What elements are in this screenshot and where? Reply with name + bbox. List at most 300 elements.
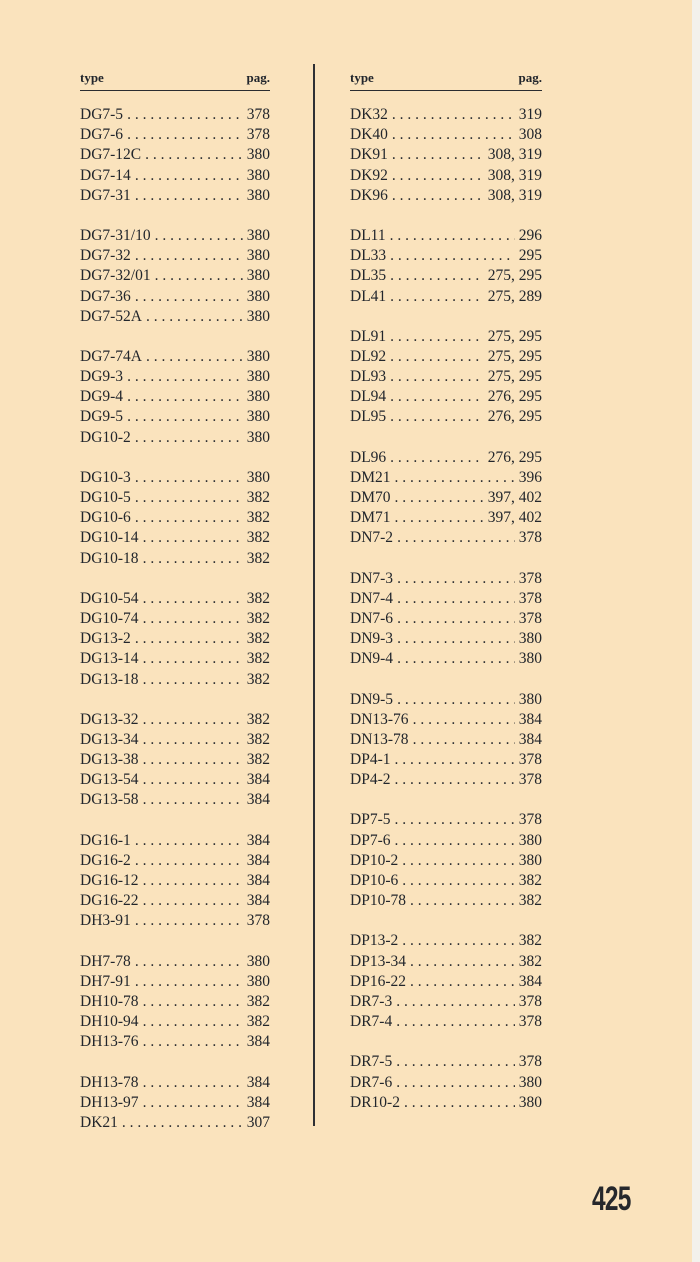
entry-type: DG10-5 [80,489,131,506]
entry-type: DG10-74 [80,609,139,627]
leader-dots [390,407,484,427]
entry-page: 378 [246,912,270,930]
entry-type: DL94 [350,388,387,406]
leader-dots [390,448,484,468]
index-entry [350,448,542,468]
entry-page: 296 [518,226,542,244]
entry-page: 380 [246,347,270,365]
entry-type: DP4-2 [350,771,391,789]
index-entry [80,528,270,548]
entry-page: 308 [518,126,542,144]
leader-dots [397,609,515,629]
leader-dots [394,810,514,830]
index-group [80,710,270,811]
leader-dots [390,266,484,286]
left-index-rows [80,105,270,1133]
entry-type: DN13-78 [350,730,409,748]
leader-dots [402,931,515,951]
index-entry [80,287,270,307]
index-entry [350,569,542,589]
entry-type: DG7-14 [80,166,131,184]
entry-type: DL91 [350,327,387,345]
entry-page: 380 [246,307,270,325]
index-entry [80,186,270,206]
leader-dots [127,125,243,145]
index-entry [80,851,270,871]
index-entry [350,589,542,609]
index-entry [80,508,270,528]
entry-type: DM71 [350,509,391,527]
leader-dots [394,750,514,770]
entry-page: 384 [518,730,542,748]
index-entry [80,488,270,508]
entry-type: DG7-32/01 [80,267,151,285]
leader-dots [122,1113,243,1133]
entry-type: DP7-5 [350,811,391,829]
entry-page: 382 [246,589,270,607]
entry-type: DH13-78 [80,1073,139,1091]
index-group [350,1052,542,1113]
entry-type: DL96 [350,448,387,466]
index-entry [350,831,542,851]
index-entry [80,105,270,125]
entry-page: 378 [246,126,270,144]
leader-dots [392,186,484,206]
entry-page: 384 [246,1093,270,1111]
entry-page: 380 [246,368,270,386]
leader-dots [397,629,515,649]
entry-type: DG10-3 [80,468,131,486]
right-index-column [350,62,542,1133]
index-entry [350,508,542,528]
entry-page: 382 [246,609,270,627]
entry-page: 380 [518,650,542,668]
entry-page: 378 [518,992,542,1010]
index-entry [350,750,542,770]
entry-page: 384 [518,710,542,728]
index-entry [80,145,270,165]
index-entry [350,871,542,891]
index-entry [350,407,542,427]
entry-page: 378 [518,771,542,789]
leader-dots [143,589,243,609]
leader-dots [396,1073,515,1093]
entry-page: 378 [518,811,542,829]
entry-page: 275, 295 [487,267,542,285]
entry-type: DG13-14 [80,650,139,668]
entry-type: DK91 [350,146,388,164]
entry-page: 382 [246,670,270,688]
entry-type: DP16-22 [350,972,406,990]
entry-type: DL35 [350,267,387,285]
entry-page: 382 [518,872,542,889]
index-entry [80,246,270,266]
entry-type: DG13-2 [80,630,131,648]
entry-type: DG13-32 [80,710,139,728]
entry-type: DK21 [80,1113,118,1131]
entry-page: 382 [246,1013,270,1031]
leader-dots [135,851,243,871]
entry-page: 384 [246,791,270,809]
entry-type: DH13-97 [80,1093,139,1111]
entry-page: 380 [246,408,270,426]
index-entry [80,629,270,649]
entry-page: 382 [246,509,270,527]
entry-page: 384 [246,892,270,910]
entry-type: DG7-5 [80,106,124,123]
right-page-heading: pag. [518,70,542,85]
leader-dots [146,347,243,367]
index-entry [80,549,270,569]
left-index-column [80,62,270,1153]
index-entry [80,609,270,629]
entry-page: 308, 319 [487,146,542,164]
entry-type: DR7-5 [350,1053,393,1071]
entry-page: 382 [246,549,270,567]
entry-page: 275, 295 [487,347,542,365]
index-group [80,226,270,327]
index-entry [80,871,270,891]
index-entry [350,730,542,750]
leader-dots [155,226,243,246]
entry-page: 378 [518,529,542,547]
entry-type: DG9-4 [80,388,124,406]
entry-page: 380 [246,388,270,406]
entry-type: DL92 [350,347,387,365]
leader-dots [135,166,243,186]
leader-dots [135,508,243,528]
leader-dots [135,287,243,307]
index-entry [350,1012,542,1032]
entry-page: 382 [518,892,542,910]
entry-type: DG9-3 [80,368,124,386]
leader-dots [145,145,243,165]
leader-dots [392,166,484,186]
index-entry [80,347,270,367]
entry-type: DP10-78 [350,892,406,910]
entry-type: DP13-34 [350,952,406,970]
leader-dots [143,1073,243,1093]
index-entry [80,589,270,609]
leader-dots [402,851,515,871]
index-entry [350,246,542,266]
index-entry [350,105,542,125]
entry-page: 384 [246,1073,270,1091]
leader-dots [127,387,243,407]
entry-page: 378 [518,1053,542,1071]
entry-type: DH13-76 [80,1033,139,1051]
index-entry [350,770,542,790]
leader-dots [143,770,243,790]
entry-page: 380 [518,831,542,849]
index-group [350,327,542,428]
index-entry [350,649,542,669]
leader-dots [390,246,515,266]
leader-dots [143,1012,243,1032]
index-entry [80,831,270,851]
index-entry [350,690,542,710]
entry-type: DG13-54 [80,771,139,789]
leader-dots [143,1032,243,1052]
entry-page: 276, 295 [487,388,542,406]
entry-type: DL95 [350,408,387,426]
entry-type: DG7-31 [80,186,131,204]
entry-type: DG7-74A [80,347,142,365]
leader-dots [394,508,483,528]
index-group [350,690,542,791]
entry-page: 382 [246,650,270,668]
entry-type: DR7-3 [350,992,393,1010]
index-entry [350,710,542,730]
entry-page: 380 [518,630,542,648]
entry-type: DL11 [350,226,386,244]
entry-type: DR7-4 [350,1013,393,1031]
entry-page: 397, 402 [487,509,542,527]
index-entry [80,790,270,810]
index-entry [80,125,270,145]
index-entry [350,125,542,145]
index-group [350,448,542,549]
leader-dots [127,407,243,427]
entry-type: DH10-94 [80,1013,139,1031]
entry-type: DG10-6 [80,509,131,527]
index-entry [80,387,270,407]
index-entry [350,145,542,165]
entry-page: 380 [246,468,270,486]
entry-page: 378 [518,589,542,607]
right-type-heading: type [350,70,374,85]
index-entry [80,166,270,186]
entry-page: 382 [246,710,270,728]
leader-dots [135,831,243,851]
leader-dots [155,266,243,286]
leader-dots [143,649,243,669]
leader-dots [143,710,243,730]
index-entry [350,1052,542,1072]
entry-page: 378 [518,569,542,587]
index-entry [350,468,542,488]
entry-page: 384 [246,831,270,849]
index-group [80,347,270,448]
leader-dots [143,549,243,569]
entry-page: 380 [246,166,270,184]
right-column-header [350,62,542,91]
index-group [80,952,270,1053]
index-entry [80,367,270,387]
entry-type: DN7-3 [350,569,394,587]
index-entry [80,649,270,669]
index-group [80,589,270,690]
leader-dots [146,307,243,327]
index-group [80,831,270,932]
index-group [80,105,270,206]
leader-dots [410,891,515,911]
leader-dots [143,1093,243,1113]
index-entry [350,266,542,286]
leader-dots [135,186,243,206]
left-column-header [80,62,270,91]
leader-dots [394,770,514,790]
entry-type: DG9-5 [80,408,124,426]
index-entry [80,407,270,427]
entry-type: DN7-6 [350,609,394,627]
entry-type: DG7-6 [80,126,124,144]
entry-page: 295 [518,247,542,265]
leader-dots [392,125,515,145]
entry-type: DG16-1 [80,831,131,849]
entry-page: 380 [518,851,542,869]
entry-page: 380 [246,287,270,305]
leader-dots [394,831,514,851]
right-index-rows [350,105,542,1113]
entry-page: 378 [518,1013,542,1031]
index-entry [80,1073,270,1093]
index-entry [350,347,542,367]
entry-type: DP7-6 [350,831,391,849]
entry-type: DH3-91 [80,912,131,930]
entry-page: 276, 295 [487,448,542,466]
leader-dots [410,952,515,972]
leader-dots [143,750,243,770]
index-entry [80,428,270,448]
leader-dots [390,287,484,307]
entry-type: DK92 [350,166,388,184]
index-group [80,468,270,569]
leader-dots [135,972,243,992]
leader-dots [390,347,484,367]
entry-page: 382 [246,529,270,547]
index-entry [80,226,270,246]
index-entry [80,1032,270,1052]
entry-type: DH7-78 [80,952,131,970]
entry-type: DG10-2 [80,428,131,446]
entry-page: 378 [518,751,542,769]
entry-page: 307 [246,1113,270,1131]
entry-page: 384 [246,872,270,889]
index-entry [80,307,270,327]
index-group [350,569,542,670]
entry-type: DG7-52A [80,307,142,325]
leader-dots [413,710,515,730]
entry-type: DG10-18 [80,549,139,567]
leader-dots [135,246,243,266]
entry-type: DN7-2 [350,529,394,547]
leader-dots [396,1052,515,1072]
index-entry [350,528,542,548]
entry-type: DH7-91 [80,972,131,990]
entry-type: DN13-76 [350,710,409,728]
leader-dots [143,871,243,891]
index-entry [350,1093,542,1113]
entry-page: 382 [246,489,270,506]
index-group [350,931,542,1032]
leader-dots [397,649,515,669]
entry-type: DN9-4 [350,650,394,668]
leader-dots [143,528,243,548]
entry-page: 380 [518,690,542,708]
leader-dots [404,1093,515,1113]
leader-dots [413,730,515,750]
entry-page: 384 [518,972,542,990]
entry-page: 275, 289 [487,287,542,305]
leader-dots [143,730,243,750]
entry-page: 396 [518,468,542,486]
leader-dots [143,670,243,690]
index-entry [350,1073,542,1093]
left-page-heading: pag. [246,70,270,85]
left-type-heading: type [80,70,104,85]
leader-dots [397,690,515,710]
index-entry [350,367,542,387]
entry-type: DM21 [350,468,391,486]
leader-dots [135,468,243,488]
index-entry [350,387,542,407]
entry-page: 384 [246,771,270,789]
entry-type: DG10-54 [80,589,139,607]
entry-type: DP10-2 [350,851,399,869]
entry-page: 378 [518,609,542,627]
page-number: 425 [592,1180,631,1218]
entry-type: DK40 [350,126,388,144]
entry-type: DM70 [350,489,391,506]
index-entry [80,952,270,972]
entry-type: DG7-31/10 [80,226,151,244]
entry-type: DN9-3 [350,630,394,648]
leader-dots [392,105,515,125]
entry-page: 380 [246,972,270,990]
index-entry [350,810,542,830]
index-entry [350,166,542,186]
entry-page: 380 [246,428,270,446]
index-entry [80,770,270,790]
index-entry [350,931,542,951]
entry-page: 380 [246,186,270,204]
entry-type: DK32 [350,106,388,123]
leader-dots [390,367,484,387]
index-entry [80,1113,270,1133]
entry-type: DP13-2 [350,932,399,950]
entry-page: 382 [246,992,270,1010]
leader-dots [410,972,515,992]
entry-type: DH10-78 [80,992,139,1010]
leader-dots [143,790,243,810]
leader-dots [135,488,243,508]
entry-page: 275, 295 [487,327,542,345]
leader-dots [127,367,243,387]
entry-type: DL41 [350,287,387,305]
entry-type: DR10-2 [350,1093,400,1111]
entry-page: 378 [246,106,270,123]
entry-type: DG10-14 [80,529,139,547]
leader-dots [143,891,243,911]
index-group [350,105,542,206]
page-edge [692,0,700,1262]
entry-type: DG13-18 [80,670,139,688]
index-entry [80,891,270,911]
index-entry [80,972,270,992]
entry-type: DR7-6 [350,1073,393,1091]
leader-dots [135,629,243,649]
entry-page: 382 [518,952,542,970]
index-entry [80,730,270,750]
entry-page: 308, 319 [487,186,542,204]
entry-page: 382 [246,751,270,769]
entry-type: DN7-4 [350,589,394,607]
leader-dots [396,992,515,1012]
entry-page: 380 [246,247,270,265]
entry-page: 382 [246,630,270,648]
leader-dots [392,145,484,165]
